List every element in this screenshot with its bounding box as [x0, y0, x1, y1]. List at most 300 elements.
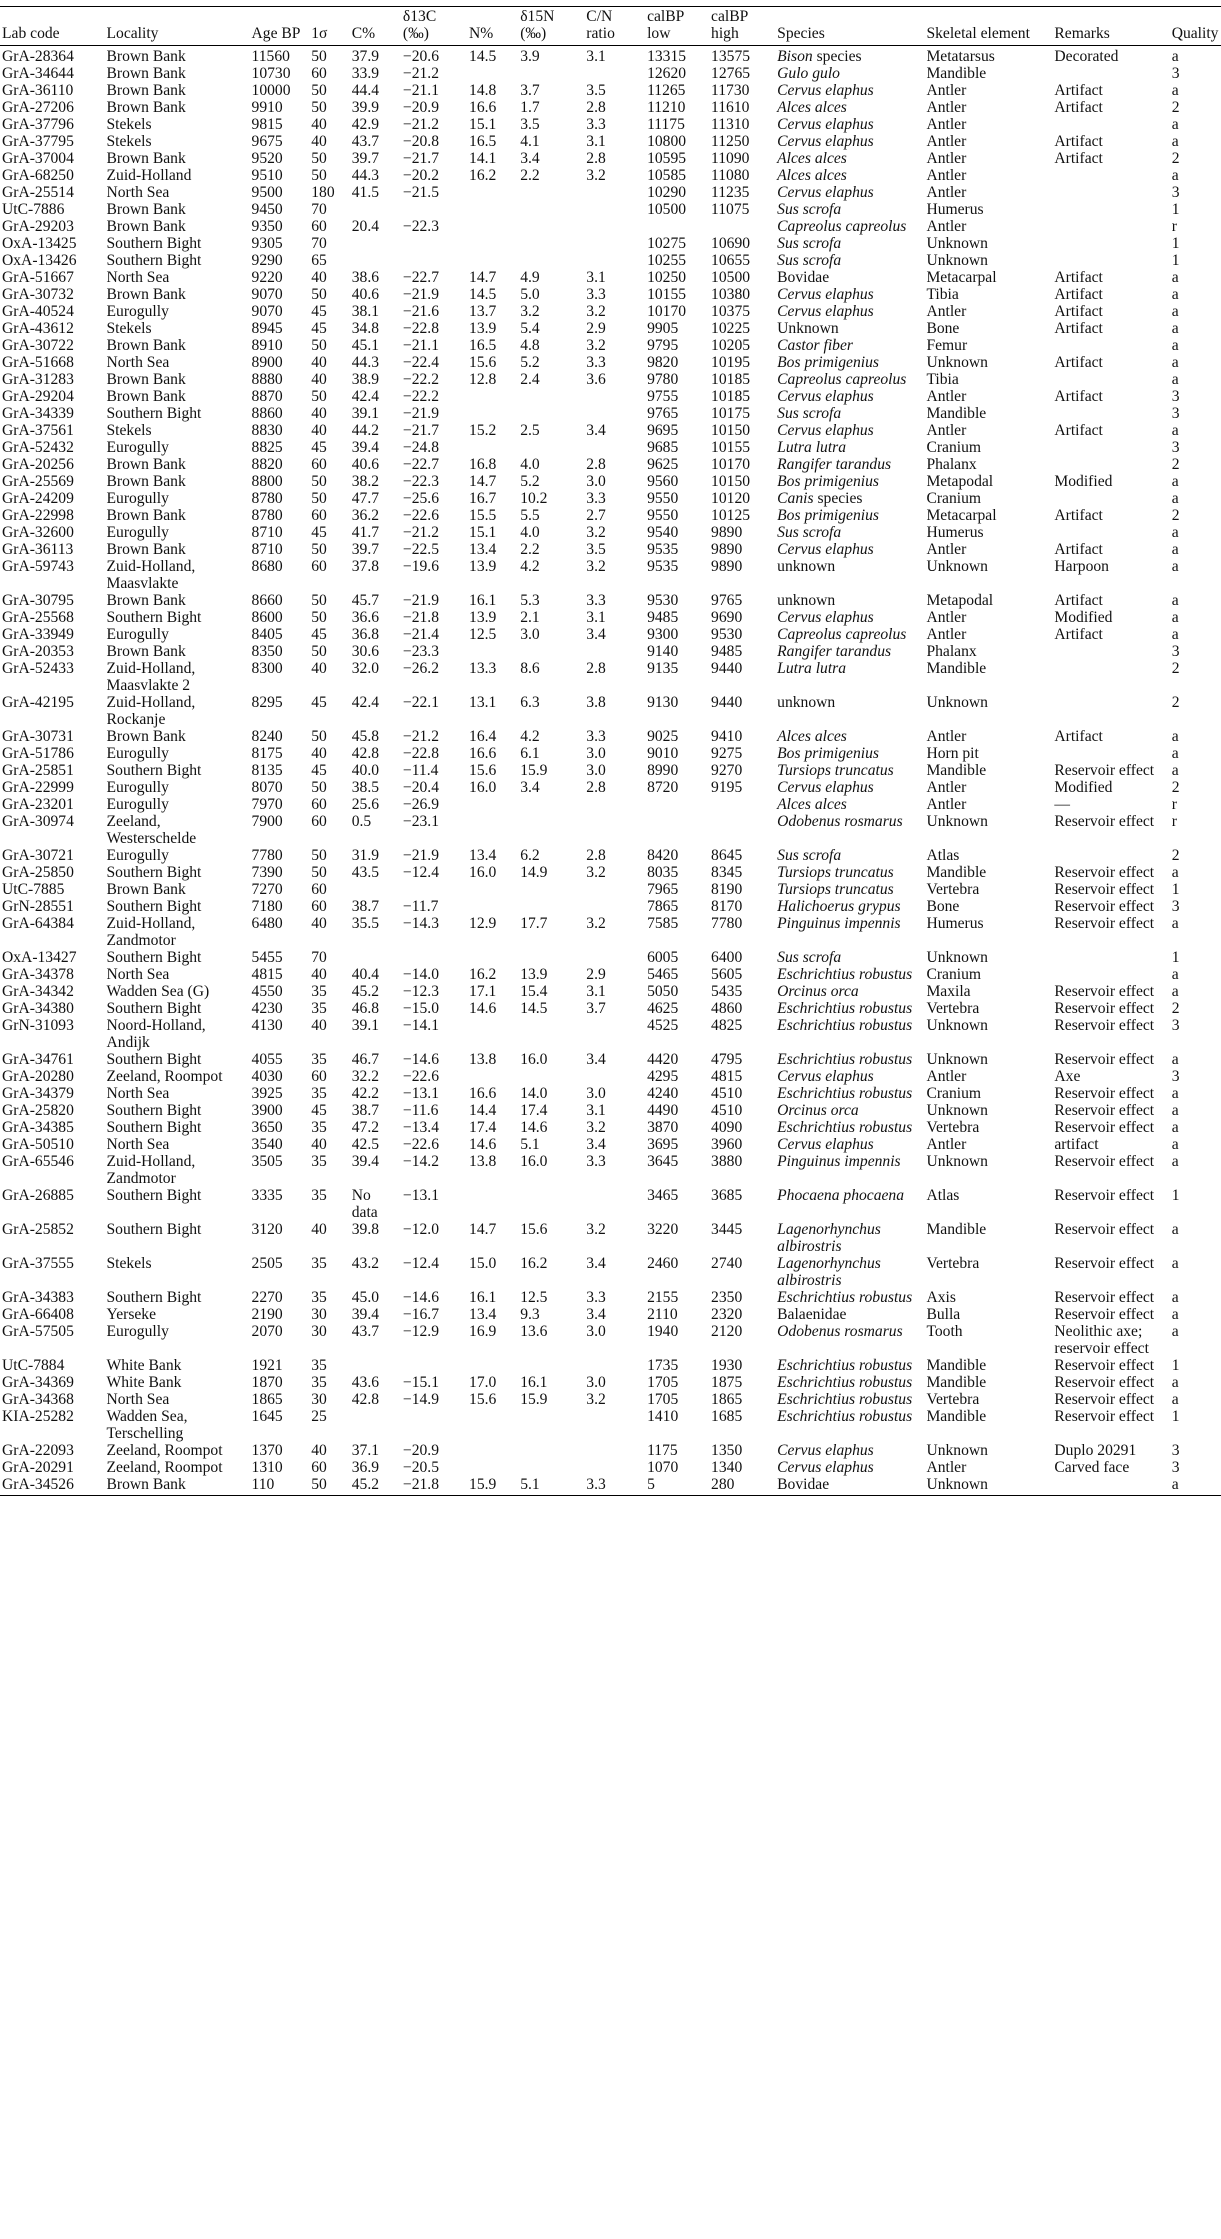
cell-carbon-percent: 35.5 — [351, 915, 380, 932]
cell-calbp-high: 9690 — [711, 609, 743, 626]
cell-delta13c: −14.1 — [402, 1017, 439, 1034]
cell-cn-ratio: 3.8 — [586, 694, 606, 711]
cell-age-bp: 7180 — [251, 898, 283, 915]
cell-quality: a — [1171, 1391, 1179, 1408]
cell-delta13c: −13.1 — [402, 1187, 439, 1204]
cell-sigma: 40 — [311, 405, 327, 422]
table-row — [0, 796, 1221, 813]
cell-sigma: 50 — [311, 609, 327, 626]
cell-calbp-low: 10500 — [647, 201, 687, 218]
cell-skeletal-element: Mandible — [926, 65, 987, 82]
cell-age-bp: 7390 — [251, 864, 283, 881]
table-row — [0, 813, 1221, 847]
cell-cn-ratio: 3.5 — [586, 82, 606, 99]
cell-sigma: 60 — [311, 1068, 327, 1085]
cell-lab-code: GrA-34385 — [2, 1119, 74, 1136]
cell-age-bp: 1310 — [251, 1459, 283, 1476]
cell-nitrogen-percent — [467, 218, 518, 235]
cell-age-bp: 8870 — [251, 388, 283, 405]
cell-quality: a — [1171, 286, 1179, 303]
cell-skeletal-element: Cranium — [926, 1085, 982, 1102]
cell-delta15n — [518, 252, 584, 269]
cell-calbp-low — [645, 218, 709, 235]
header-delta13c: δ13C (‰) — [401, 7, 467, 46]
cell-delta15n: 5.5 — [520, 507, 540, 524]
cell-cn-ratio: 3.4 — [586, 1306, 606, 1323]
cell-calbp-high: 9765 — [711, 592, 743, 609]
cell-remarks — [1052, 235, 1169, 252]
cell-delta15n: 16.0 — [520, 1051, 548, 1068]
cell-locality: Brown Bank — [106, 150, 186, 167]
cell-calbp-low — [645, 813, 709, 847]
cell-locality: Eurogully — [106, 303, 169, 320]
cell-calbp-high: 10150 — [711, 422, 751, 439]
cell-age-bp: 7270 — [251, 881, 283, 898]
cell-remarks: Decorated — [1054, 48, 1119, 65]
cell-carbon-percent: 43.6 — [351, 1374, 380, 1391]
cell-cn-ratio — [584, 201, 645, 218]
cell-age-bp: 5455 — [251, 949, 283, 966]
cell-age-bp: 8240 — [251, 728, 283, 745]
cell-remarks: Reservoir effect — [1054, 881, 1155, 898]
cell-cn-ratio — [584, 218, 645, 235]
cell-calbp-high: 10195 — [711, 354, 751, 371]
cell-delta15n: 15.9 — [520, 1391, 548, 1408]
cell-calbp-high: 10375 — [711, 303, 751, 320]
cell-locality: Brown Bank — [106, 48, 186, 65]
table-row — [0, 490, 1221, 507]
cell-remarks: Reservoir effect — [1054, 1102, 1155, 1119]
cell-quality: a — [1171, 558, 1179, 575]
cell-quality: 3 — [1171, 1068, 1180, 1085]
cell-nitrogen-percent: 16.1 — [469, 1289, 497, 1306]
cell-cn-ratio: 3.4 — [586, 626, 606, 643]
cell-locality: Brown Bank — [106, 388, 186, 405]
cell-calbp-low: 10155 — [647, 286, 687, 303]
cell-species: unknown — [777, 558, 836, 575]
cell-age-bp: 9500 — [251, 184, 283, 201]
cell-sigma: 40 — [311, 116, 327, 133]
cell-delta13c: −22.6 — [402, 1136, 439, 1153]
cell-delta13c: −21.2 — [402, 728, 439, 745]
cell-skeletal-element: Antler — [926, 1068, 967, 1085]
cell-sigma: 40 — [311, 966, 327, 983]
cell-remarks: Carved face — [1054, 1459, 1130, 1476]
cell-sigma: 45 — [311, 762, 327, 779]
cell-skeletal-element: Antler — [926, 150, 967, 167]
table-row — [0, 354, 1221, 371]
cell-sigma: 35 — [311, 1255, 327, 1272]
cell-cn-ratio: 3.1 — [586, 48, 606, 65]
cell-locality: Zuid-Holland, Maasvlakte — [106, 558, 196, 592]
cell-calbp-low: 9560 — [647, 473, 679, 490]
cell-calbp-low: 10595 — [647, 150, 687, 167]
cell-sigma: 40 — [311, 269, 327, 286]
cell-cn-ratio: 2.9 — [586, 966, 606, 983]
cell-skeletal-element: Bone — [926, 898, 960, 915]
cell-delta13c: −21.4 — [402, 626, 439, 643]
cell-delta13c — [401, 881, 467, 898]
cell-calbp-high: 5435 — [711, 983, 743, 1000]
cell-delta13c: −21.9 — [402, 847, 439, 864]
cell-cn-ratio: 3.3 — [586, 592, 606, 609]
cell-delta15n: 4.9 — [520, 269, 540, 286]
cell-remarks: Reservoir effect — [1054, 1374, 1155, 1391]
cell-quality: 2 — [1171, 456, 1180, 473]
cell-quality: 2 — [1171, 660, 1180, 677]
cell-cn-ratio — [584, 252, 645, 269]
cell-sigma: 40 — [311, 354, 327, 371]
cell-locality: Eurogully — [106, 439, 169, 456]
cell-lab-code: GrA-25851 — [2, 762, 74, 779]
table-row — [0, 405, 1221, 422]
cell-locality: White Bank — [106, 1374, 182, 1391]
cell-skeletal-element: Bone — [926, 320, 960, 337]
cell-delta13c: −21.2 — [402, 116, 439, 133]
cell-quality: a — [1171, 490, 1179, 507]
cell-nitrogen-percent: 16.6 — [469, 1085, 497, 1102]
cell-nitrogen-percent: 13.1 — [469, 694, 497, 711]
cell-calbp-high: 13575 — [711, 48, 751, 65]
cell-species: Pinguinus impennis — [777, 915, 901, 932]
cell-species: Lagenorhynchus albirostris — [777, 1221, 881, 1255]
table-row — [0, 1408, 1221, 1442]
cell-locality: Southern Bight — [106, 1289, 202, 1306]
cell-lab-code: GrA-26885 — [2, 1187, 74, 1204]
cell-nitrogen-percent: 13.4 — [469, 847, 497, 864]
cell-quality: a — [1171, 1136, 1179, 1153]
cell-lab-code: GrA-30731 — [2, 728, 74, 745]
cell-lab-code: GrA-59743 — [2, 558, 74, 575]
cell-carbon-percent: 38.7 — [351, 898, 380, 915]
cell-delta15n: 5.1 — [520, 1136, 540, 1153]
cell-age-bp: 8780 — [251, 507, 283, 524]
cell-calbp-low: 9695 — [647, 422, 679, 439]
cell-delta13c: −13.1 — [402, 1085, 439, 1102]
cell-nitrogen-percent: 15.0 — [469, 1255, 497, 1272]
cell-quality: 3 — [1171, 898, 1180, 915]
cell-sigma: 50 — [311, 286, 327, 303]
cell-quality: a — [1170, 1476, 1221, 1496]
cell-species: Eschrichtius robustus — [777, 1051, 913, 1068]
cell-remarks: Neolithic axe; reservoir effect — [1054, 1323, 1149, 1357]
cell-delta15n: 3.2 — [520, 303, 540, 320]
cell-locality: North Sea — [106, 1136, 170, 1153]
cell-locality: Eurogully — [106, 524, 169, 541]
cell-carbon-percent — [350, 1408, 401, 1442]
cell-delta13c: −22.7 — [402, 269, 439, 286]
cell-quality: 3 — [1171, 439, 1180, 456]
cell-delta13c: −22.7 — [402, 456, 439, 473]
cell-sigma: 60 — [311, 218, 327, 235]
cell-locality: Southern Bight — [106, 1187, 202, 1204]
cell-lab-code: GrN-28551 — [2, 898, 74, 915]
cell-lab-code: GrA-34369 — [2, 1374, 74, 1391]
cell-species: Cervus elaphus — [777, 388, 874, 405]
cell-calbp-high: 8645 — [711, 847, 743, 864]
cell-delta13c: −19.6 — [402, 558, 439, 575]
cell-skeletal-element: Unknown — [926, 354, 988, 371]
table-row — [0, 184, 1221, 201]
cell-species: Cervus elaphus — [777, 82, 874, 99]
cell-delta13c: −21.2 — [402, 524, 439, 541]
cell-nitrogen-percent: 14.4 — [469, 1102, 497, 1119]
cell-skeletal-element: Unknown — [926, 1051, 988, 1068]
cell-nitrogen-percent: 16.6 — [469, 745, 497, 762]
cell-sigma: 40 — [311, 1017, 327, 1034]
cell-nitrogen-percent — [467, 643, 518, 660]
cell-carbon-percent: 31.9 — [351, 847, 380, 864]
cell-remarks — [1052, 201, 1169, 218]
cell-locality: Brown Bank — [106, 337, 186, 354]
cell-species: Cervus elaphus — [777, 609, 874, 626]
cell-sigma: 35 — [311, 1357, 327, 1374]
cell-quality: 1 — [1171, 949, 1180, 966]
cell-calbp-low: 9685 — [647, 439, 679, 456]
cell-quality: 1 — [1171, 201, 1180, 218]
cell-delta15n — [518, 235, 584, 252]
cell-age-bp: 10730 — [251, 65, 291, 82]
cell-calbp-high: 10170 — [711, 456, 751, 473]
cell-cn-ratio: 3.2 — [586, 1391, 606, 1408]
cell-age-bp: 3335 — [251, 1187, 283, 1204]
cell-species: Gulo gulo — [777, 65, 840, 82]
cell-age-bp: 3925 — [251, 1085, 283, 1102]
cell-carbon-percent: 42.5 — [351, 1136, 380, 1153]
cell-remarks: Artifact — [1054, 133, 1103, 150]
cell-carbon-percent: 45.2 — [351, 983, 380, 1000]
cell-sigma: 50 — [311, 779, 327, 796]
cell-delta13c: −21.8 — [402, 609, 439, 626]
cell-sigma: 30 — [311, 1306, 327, 1323]
cell-cn-ratio — [584, 1459, 645, 1476]
cell-delta15n — [518, 1187, 584, 1221]
cell-species: Bovidae — [775, 1476, 924, 1496]
cell-locality: Brown Bank — [106, 286, 186, 303]
cell-lab-code: GrA-28364 — [2, 48, 74, 65]
cell-lab-code: GrA-32600 — [2, 524, 74, 541]
cell-quality: a — [1171, 337, 1179, 354]
cell-lab-code: GrA-36110 — [2, 82, 74, 99]
table-row — [0, 235, 1221, 252]
cell-age-bp: 8910 — [251, 337, 283, 354]
cell-species: Tursiops truncatus — [777, 881, 894, 898]
cell-delta15n — [518, 1408, 584, 1442]
cell-delta13c — [401, 1408, 467, 1442]
cell-delta15n: 5.3 — [520, 592, 540, 609]
cell-nitrogen-percent: 16.6 — [469, 99, 497, 116]
cell-locality: Stekels — [106, 1255, 152, 1272]
cell-quality: a — [1171, 1153, 1179, 1170]
cell-cn-ratio — [584, 643, 645, 660]
cell-quality: 2 — [1171, 779, 1180, 796]
table-row — [0, 201, 1221, 218]
cell-delta15n: 15.6 — [520, 1221, 548, 1238]
cell-delta13c: −21.1 — [402, 337, 439, 354]
cell-skeletal-element: Mandible — [926, 1357, 987, 1374]
cell-locality: Brown Bank — [106, 99, 186, 116]
cell-remarks: Artifact — [1054, 99, 1103, 116]
cell-remarks — [1052, 439, 1169, 456]
cell-skeletal-element: Antler — [926, 728, 967, 745]
cell-carbon-percent — [350, 201, 401, 218]
cell-cn-ratio — [584, 1017, 645, 1051]
cell-skeletal-element: Unknown — [926, 252, 988, 269]
cell-quality: a — [1171, 1323, 1179, 1340]
table-row — [0, 1323, 1221, 1357]
cell-species: Odobenus rosmarus — [777, 1323, 903, 1340]
cell-nitrogen-percent: 13.7 — [469, 303, 497, 320]
cell-remarks: Reservoir effect — [1054, 1391, 1155, 1408]
cell-species: Cervus elaphus — [777, 779, 874, 796]
cell-remarks — [1052, 694, 1169, 728]
cell-carbon-percent: 39.4 — [351, 1306, 380, 1323]
cell-carbon-percent: 33.9 — [351, 65, 380, 82]
table-row — [0, 983, 1221, 1000]
cell-carbon-percent: 40.0 — [351, 762, 380, 779]
table-row — [0, 473, 1221, 490]
cell-species: Cervus elaphus — [777, 541, 874, 558]
cell-lab-code: GrA-23201 — [2, 796, 74, 813]
cell-age-bp: 3650 — [251, 1119, 283, 1136]
cell-remarks: Modified — [1054, 609, 1113, 626]
cell-remarks — [1052, 456, 1169, 473]
cell-calbp-high: 10500 — [711, 269, 751, 286]
cell-nitrogen-percent — [467, 1459, 518, 1476]
cell-calbp-high: 9530 — [711, 626, 743, 643]
cell-remarks: Artifact — [1054, 388, 1103, 405]
cell-calbp-low: 3870 — [647, 1119, 679, 1136]
cell-delta15n: 16.0 — [520, 1153, 548, 1170]
cell-delta13c — [401, 201, 467, 218]
cell-delta13c: −23.3 — [402, 643, 439, 660]
cell-quality: 3 — [1171, 1459, 1180, 1476]
cell-quality: r — [1171, 218, 1177, 235]
cell-cn-ratio: 3.0 — [586, 473, 606, 490]
cell-species: Sus scrofa — [777, 847, 842, 864]
cell-delta13c — [401, 1357, 467, 1374]
table-row — [0, 1476, 1221, 1496]
cell-carbon-percent: 38.9 — [351, 371, 380, 388]
cell-calbp-low: 9300 — [647, 626, 679, 643]
header-row — [0, 7, 1221, 46]
cell-nitrogen-percent: 15.2 — [469, 422, 497, 439]
cell-species: Tursiops truncatus — [777, 864, 894, 881]
cell-calbp-high: 10175 — [711, 405, 751, 422]
cell-cn-ratio: 3.3 — [586, 354, 606, 371]
cell-lab-code: GrA-34644 — [2, 65, 74, 82]
cell-lab-code: GrA-20280 — [2, 1068, 74, 1085]
table-body — [0, 46, 1221, 1496]
table-row — [0, 694, 1221, 728]
cell-skeletal-element: Unknown — [926, 1102, 988, 1119]
cell-cn-ratio: 2.8 — [586, 150, 606, 167]
cell-calbp-low: 4295 — [647, 1068, 679, 1085]
cell-remarks: Reservoir effect — [1054, 1255, 1155, 1272]
cell-species: Alces alces — [777, 150, 847, 167]
cell-calbp-high: 9270 — [711, 762, 743, 779]
cell-quality: a — [1171, 1102, 1179, 1119]
cell-delta15n — [518, 949, 584, 966]
cell-calbp-low: 7585 — [647, 915, 679, 932]
cell-calbp-low: 10170 — [647, 303, 687, 320]
cell-delta15n: 4.8 — [520, 337, 540, 354]
cell-lab-code: GrA-30732 — [2, 286, 74, 303]
cell-sigma: 45 — [311, 439, 327, 456]
cell-lab-code: GrA-24209 — [2, 490, 74, 507]
cell-sigma: 40 — [311, 422, 327, 439]
cell-calbp-high: 3445 — [711, 1221, 743, 1238]
cell-carbon-percent: 36.6 — [351, 609, 380, 626]
cell-calbp-high: 10380 — [711, 286, 751, 303]
cell-quality: 3 — [1171, 1017, 1180, 1034]
cell-delta13c: −12.3 — [402, 983, 439, 1000]
cell-age-bp: 8800 — [251, 473, 283, 490]
cell-cn-ratio: 3.3 — [586, 1289, 606, 1306]
table-row — [0, 46, 1221, 66]
table-row — [0, 592, 1221, 609]
cell-delta13c: −14.0 — [402, 966, 439, 983]
cell-calbp-high: 4510 — [711, 1085, 743, 1102]
table-row — [0, 915, 1221, 949]
table-row — [0, 218, 1221, 235]
cell-nitrogen-percent — [467, 1357, 518, 1374]
cell-delta15n: 16.1 — [520, 1374, 548, 1391]
cell-calbp-high: 8190 — [711, 881, 743, 898]
table-row — [0, 1289, 1221, 1306]
cell-quality: a — [1171, 320, 1179, 337]
cell-delta15n: 6.2 — [520, 847, 540, 864]
cell-calbp-high: 280 — [709, 1476, 775, 1496]
cell-carbon-percent: 25.6 — [351, 796, 380, 813]
cell-delta13c — [401, 949, 467, 966]
cell-calbp-low: 5050 — [647, 983, 679, 1000]
cell-lab-code: GrA-37561 — [2, 422, 74, 439]
cell-sigma: 35 — [311, 1187, 327, 1204]
cell-remarks: Reservoir effect — [1054, 1000, 1155, 1017]
cell-species: Cervus elaphus — [777, 133, 874, 150]
cell-delta15n: 10.2 — [520, 490, 548, 507]
cell-lab-code: GrA-57505 — [2, 1323, 74, 1340]
cell-lab-code: GrA-34526 — [0, 1476, 105, 1496]
cell-lab-code: GrA-64384 — [2, 915, 74, 932]
cell-delta13c: −26.9 — [402, 796, 439, 813]
cell-lab-code: GrA-34378 — [2, 966, 74, 983]
table-row — [0, 728, 1221, 745]
table-row — [0, 1374, 1221, 1391]
cell-carbon-percent: 38.6 — [351, 269, 380, 286]
cell-delta13c: −11.6 — [402, 1102, 439, 1119]
cell-cn-ratio: 3.0 — [586, 745, 606, 762]
cell-locality: Brown Bank — [106, 473, 186, 490]
cell-species: Eschrichtius robustus — [777, 966, 913, 983]
cell-delta13c: −21.6 — [402, 303, 439, 320]
cell-delta13c: −14.6 — [402, 1051, 439, 1068]
cell-lab-code: GrA-34368 — [2, 1391, 74, 1408]
cell-age-bp: 8600 — [251, 609, 283, 626]
cell-skeletal-element: Mandible — [926, 405, 987, 422]
cell-remarks: Artifact — [1054, 286, 1103, 303]
cell-skeletal-element: Atlas — [926, 847, 960, 864]
cell-nitrogen-percent — [467, 813, 518, 847]
cell-quality: a — [1171, 524, 1179, 541]
cell-nitrogen-percent: 13.4 — [469, 1306, 497, 1323]
cell-lab-code: GrA-30795 — [2, 592, 74, 609]
cell-calbp-high — [709, 813, 775, 847]
cell-delta13c: −14.6 — [402, 1289, 439, 1306]
cell-calbp-high: 10185 — [711, 371, 751, 388]
cell-skeletal-element: Metacarpal — [926, 507, 997, 524]
